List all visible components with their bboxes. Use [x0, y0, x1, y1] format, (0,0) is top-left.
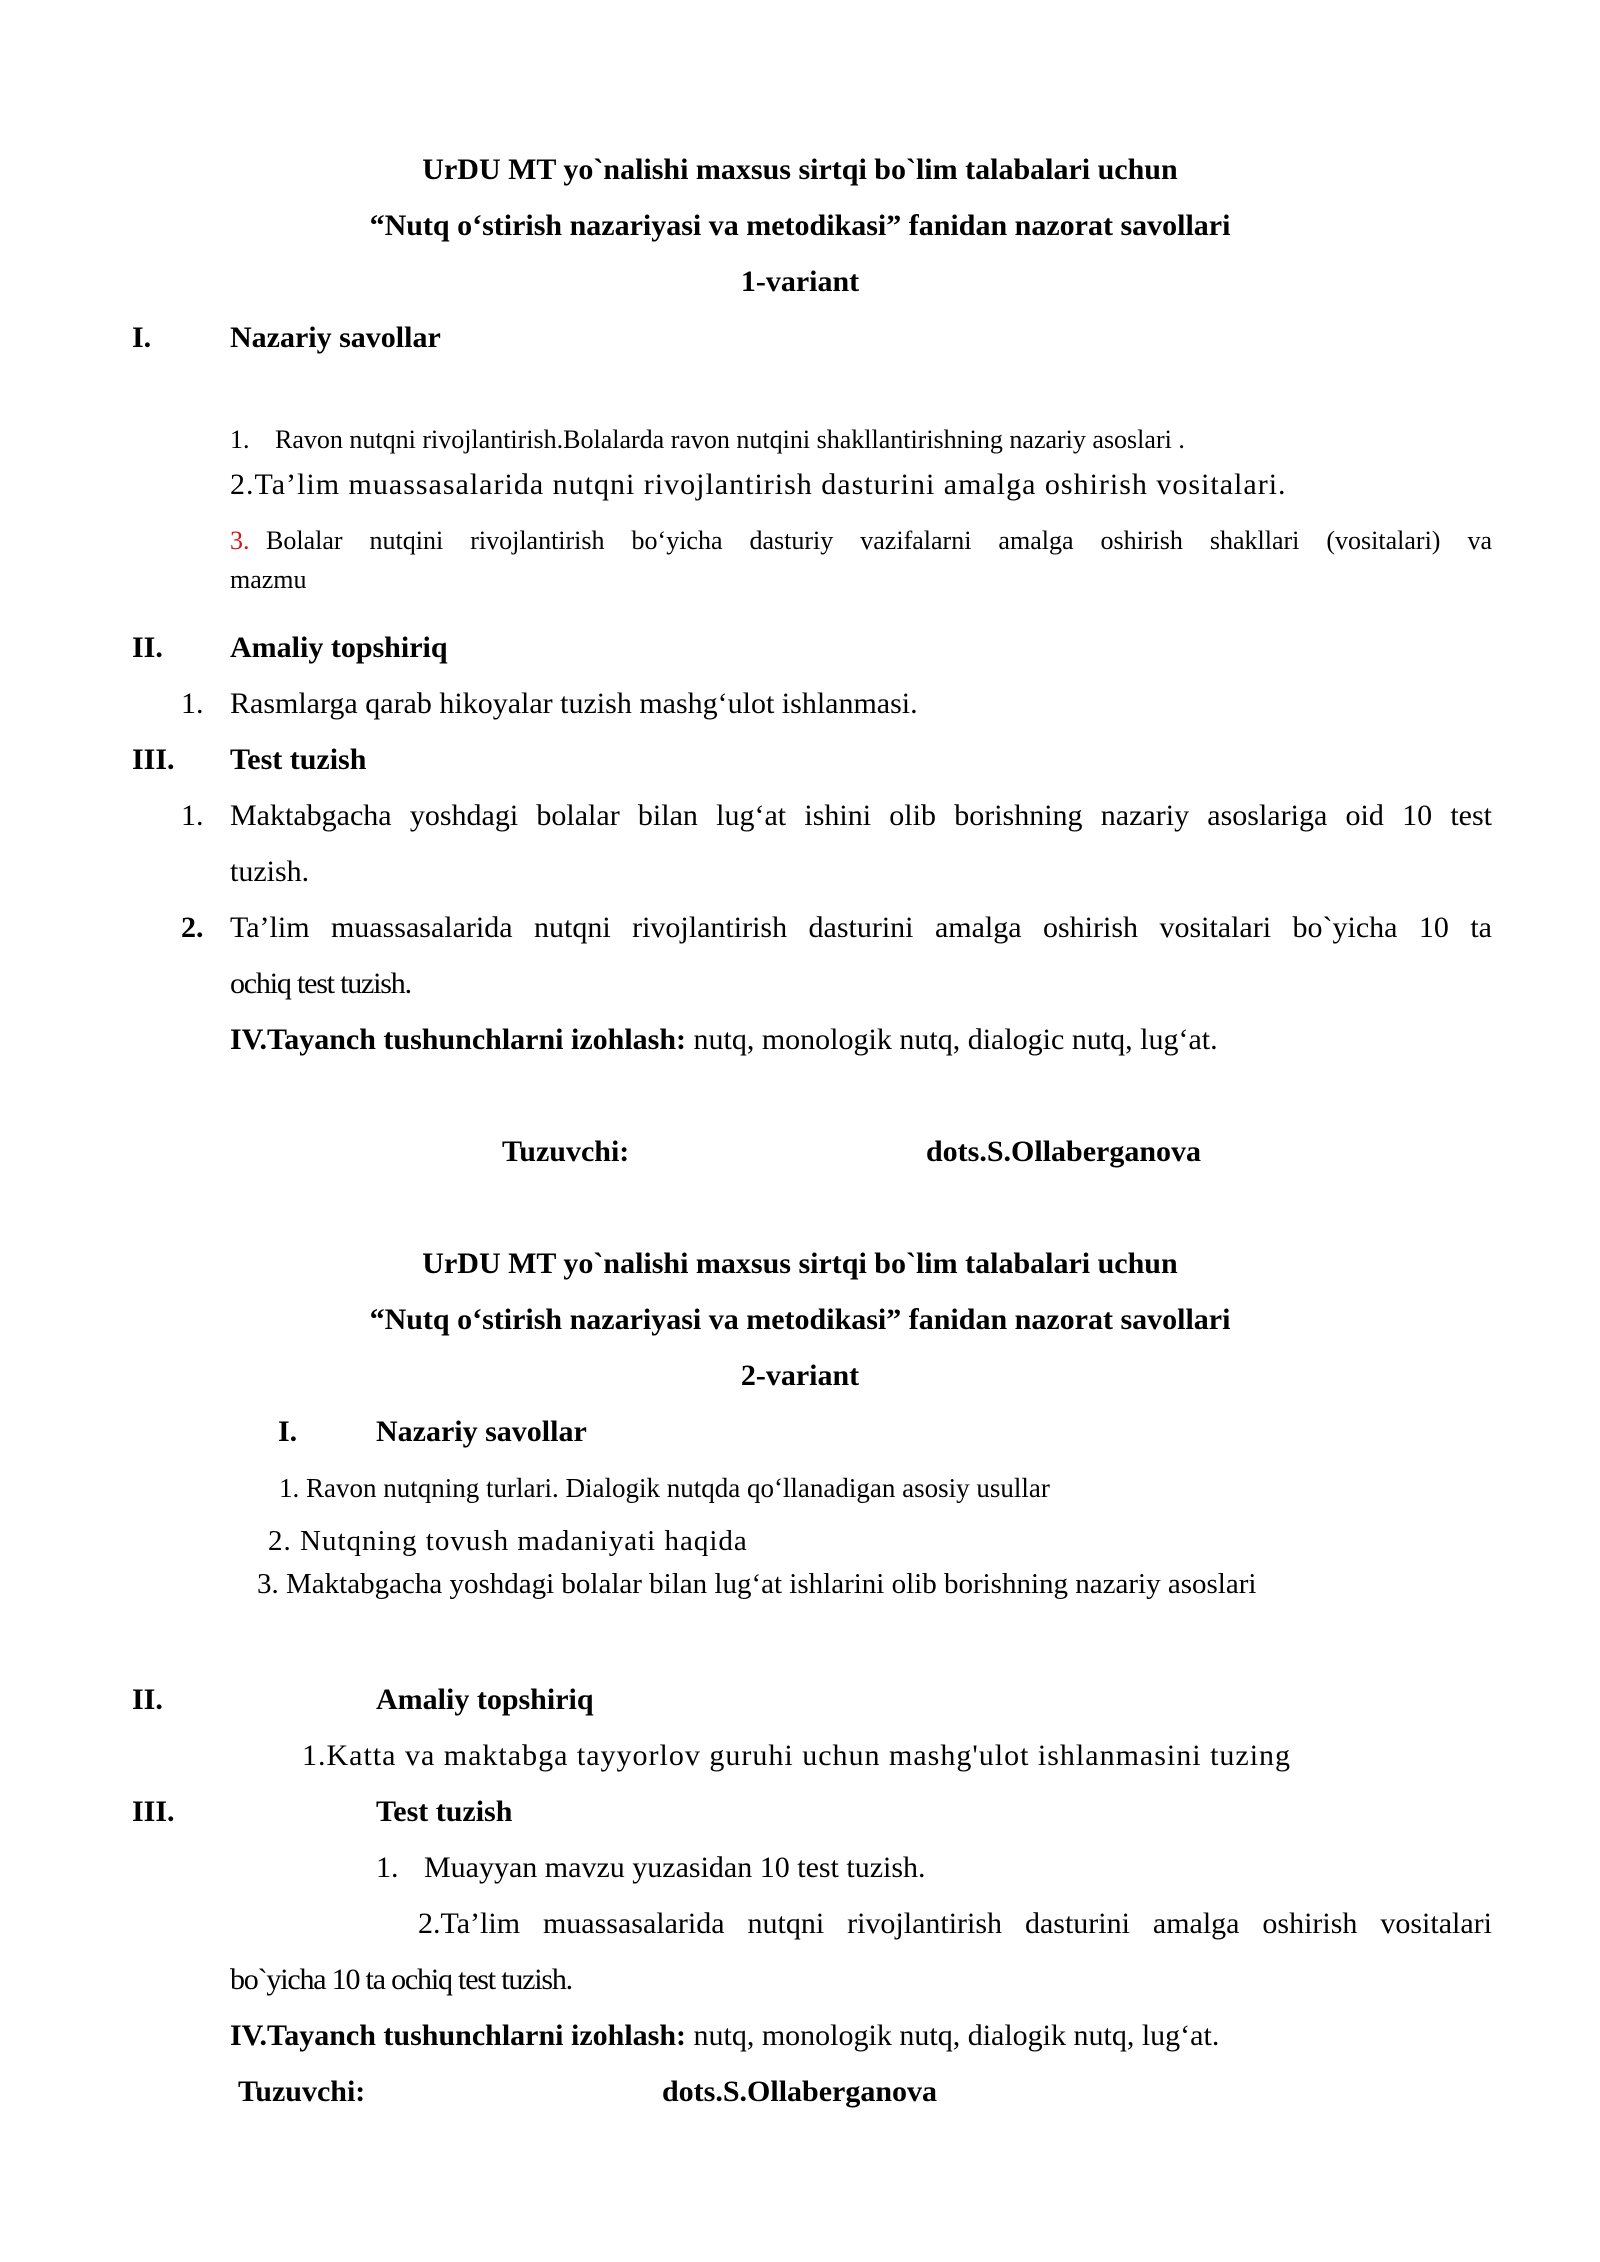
v1-section2-title: Amaliy topshiriq: [230, 631, 448, 664]
v1-section3-number: III.: [132, 743, 175, 776]
v1-variant-label: 1-variant: [740, 265, 860, 298]
v1-practical1-number: 1.: [181, 687, 204, 720]
v1-section1-title: Nazariy savollar: [230, 321, 441, 354]
v2-variant-label: 2-variant: [740, 1359, 860, 1392]
v2-author-name: dots.S.Ollaberganova: [662, 2075, 938, 2108]
v2-test2-line2: bo`yicha 10 ta ochiq test tuzish.: [230, 1963, 572, 1996]
v2-test1-number: 1.: [376, 1851, 399, 1884]
v1-test1-number: 1.: [181, 799, 204, 832]
v2-section3-title: Test tuzish: [376, 1795, 513, 1828]
v1-key-concepts: [230, 1023, 1218, 1058]
v1-question2: 2.Ta’lim muassasalarida nutqni rivojlantirish dasturini amalga oshirish vositalari.: [230, 468, 1287, 501]
v1-key-concepts-label: IV.Tayanch tushunchlarni izohlash:: [230, 1023, 687, 1056]
v1-header-line2: “Nutq o‘stirish nazariyasi va metodikasi” fanidan nazorat savollari: [369, 209, 1231, 242]
v1-question1: Ravon nutqni rivojlantirish.Bolalarda ravon nutqini shakllantirishning nazariy asoslari .: [275, 425, 1185, 454]
v2-header-line2: “Nutq o‘stirish nazariyasi va metodikasi” fanidan nazorat savollari: [369, 1303, 1231, 1336]
v2-test2-line1: 2.Ta’lim muassasalarida nutqni rivojlantirish dasturini amalga oshirish vositalari: [418, 1907, 1492, 1940]
v1-key-concepts-text: nutq, monologik nutq, dialogic nutq, lug‘at.: [686, 1023, 1218, 1056]
v2-key-concepts-label: IV.Tayanch tushunchlarni izohlash:: [230, 2019, 687, 2052]
v1-author-name: dots.S.Ollaberganova: [926, 1135, 1202, 1168]
v2-question3: 3. Maktabgacha yoshdagi bolalar bilan lug‘at ishlarini olib borishning nazariy asoslari: [257, 1568, 1257, 1600]
v1-question1-number: 1.: [230, 425, 250, 454]
v2-section2-number: II.: [132, 1683, 163, 1716]
v2-header-line1: UrDU MT yo`nalishi maxsus sirtqi bo`lim talabalari uchun: [422, 1247, 1178, 1280]
v1-test2-number: 2.: [181, 911, 204, 944]
v1-question3-line1: Bolalar nutqini rivojlantirish bo‘yicha dasturiy vazifalarni amalga oshirish shakllari (vositalari) va: [266, 526, 1492, 555]
v1-section3-title: Test tuzish: [230, 743, 367, 776]
v2-practical1: 1.Katta va maktabga tayyorlov guruhi uchun mashg'ulot ishlanmasini tuzing: [302, 1739, 1292, 1772]
v1-test1-line2: tuzish.: [230, 855, 310, 888]
v1-test2-line2: ochiq test tuzish.: [230, 967, 411, 1000]
v2-question1: 1. Ravon nutqning turlari. Dialogik nutqda qo‘llanadigan asosiy usullar: [279, 1473, 1050, 1503]
v1-test2-line1: Ta’lim muassasalarida nutqni rivojlantirish dasturini amalga oshirish vositalari bo`yicha 10 ta: [230, 911, 1492, 944]
v1-question3-line2: mazmu: [230, 565, 307, 594]
v2-test1: Muayyan mavzu yuzasidan 10 test tuzish.: [424, 1851, 926, 1884]
v2-key-concepts: [230, 2019, 1219, 2054]
v2-question2: 2. Nutqning tovush madaniyati haqida: [268, 1525, 748, 1557]
v1-section1-number: I.: [132, 321, 152, 354]
v2-key-concepts-text: nutq, monologik nutq, dialogik nutq, lug‘at.: [686, 2019, 1220, 2052]
v2-author-label: Tuzuvchi:: [238, 2075, 366, 2108]
v1-question3-number: 3.: [230, 526, 250, 555]
v1-section2-number: II.: [132, 631, 163, 664]
v2-section2-title: Amaliy topshiriq: [376, 1683, 594, 1716]
v2-section3-number: III.: [132, 1795, 175, 1828]
v1-test1-line1: Maktabgacha yoshdagi bolalar bilan lug‘at ishini olib borishning nazariy asoslariga oid 10 test: [230, 799, 1492, 832]
v1-practical1: Rasmlarga qarab hikoyalar tuzish mashg‘ulot ishlanmasi.: [230, 687, 918, 720]
v2-section1-number: I.: [278, 1415, 298, 1448]
v2-section1-title: Nazariy savollar: [376, 1415, 587, 1448]
v1-header-line1: UrDU MT yo`nalishi maxsus sirtqi bo`lim talabalari uchun: [422, 153, 1178, 186]
v1-author-label: Tuzuvchi:: [502, 1135, 630, 1168]
